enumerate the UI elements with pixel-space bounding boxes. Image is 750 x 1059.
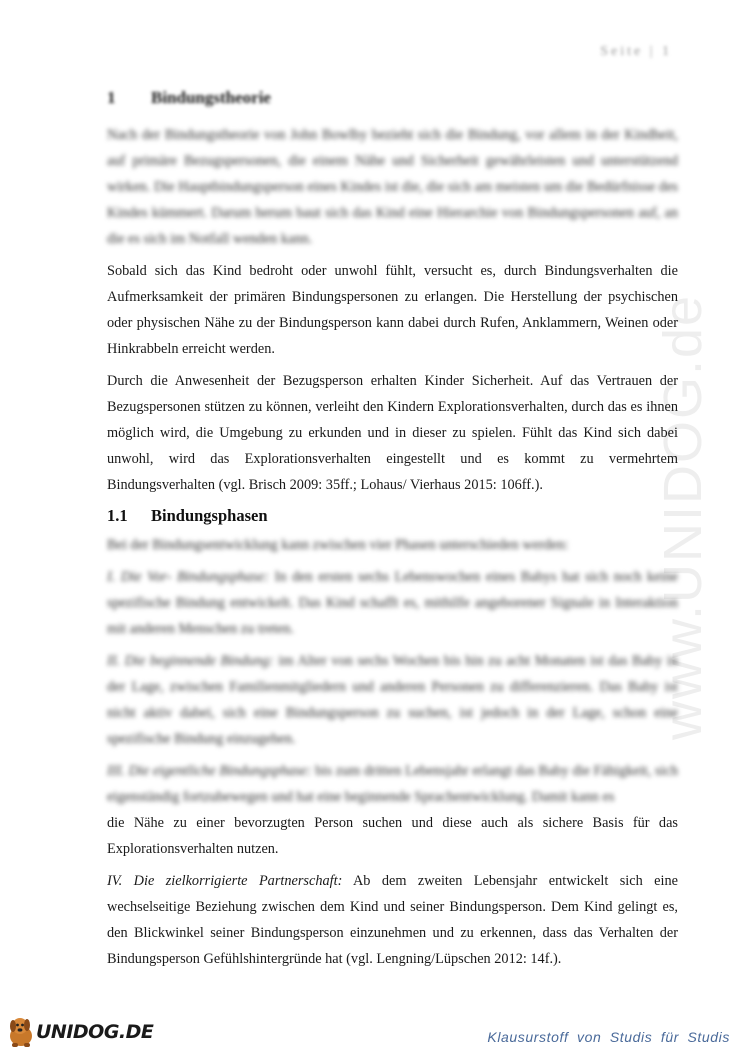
phase-text: im Alter von sechs Wochen bis hin zu acht Monaten ist das Baby in der Lage, zwischen Familienmitgliedern und anderen Personen zu differenzieren. Das Baby ist nicht aktiv dabei, sich eine Bindungsperson zu suchen, ist jedoch in der Lage, schon eine spezifische Bindung einzugehen. xyxy=(107,653,678,747)
phase-text: In den ersten sechs Lebenswochen eines Babys hat sich noch keine spezifische Bindung entwickelt. Das Kind schafft es, mithilfe angeborener Signale in Interaktion mit anderen Menschen zu treten. xyxy=(107,569,678,637)
dog-icon xyxy=(4,1014,38,1050)
paragraph: Durch die Anwesenheit der Bezugsperson erhalten Kinder Sicherheit. Auf das Vertrauen der Bezugspersonen stützen zu können, verleiht den Kindern Explorationsverhalten, durch das es ihnen möglich wird, die Umgebung zu erkunden und in dieser zu spielen. Fühlt das Kind sich dabei unwohl, wird das Explorationsverhalten eingestellt und es kommt zu vermehrtem Bindungsverhalten (vgl. Brisch 2009: 35ff.; Lohaus/ Vierhaus 2015: 106ff.). xyxy=(107,373,678,493)
subsection-number: 1.1 xyxy=(107,506,128,525)
phase-title: IV. Die zielkorrigierte Partnerschaft: xyxy=(107,873,343,889)
blurred-paragraph-phase-1 xyxy=(107,564,678,642)
blurred-paragraph-phase-2 xyxy=(107,648,678,752)
paragraph-phase-4 xyxy=(107,868,678,972)
phase-title: I. Die Vor- Bindungsphase: xyxy=(107,569,270,585)
document-body xyxy=(107,88,678,978)
paragraph-phase-3 xyxy=(107,758,678,862)
phase-text: bis zum dritten Lebensjahr erlangt das Baby die Fähigkeit, sich eigenständig fortzubewegen und hat eine beginnende Sprachentwicklung. Damit kann es xyxy=(107,763,678,805)
watermark: www.UNIDOG.de xyxy=(653,293,713,740)
page-number-header: Seite | 1 xyxy=(600,44,672,59)
phase-title: III. Die eigentliche Bindungsphase: xyxy=(107,763,312,779)
section-heading xyxy=(107,88,678,108)
unidog-logo xyxy=(4,1014,153,1050)
phase-title: II. Die beginnende Bindung: xyxy=(107,653,274,669)
footer-tagline: Klausurstoff von Studis für Studis xyxy=(487,1029,730,1045)
paragraph: Sobald sich das Kind bedroht oder unwohl fühlt, versucht es, durch Bindungsverhalten die Aufmerksamkeit der primären Bindungspersonen zu erlangen. Die Herstellung der psychischen oder physischen Nähe zu der Bindungsperson kann dabei durch Rufen, Anklammern, Weinen oder Hinkrabbeln erreicht werden. xyxy=(107,263,678,357)
blurred-part xyxy=(107,758,678,810)
subsection-title: Bindungsphasen xyxy=(151,506,268,525)
subsection-heading xyxy=(107,506,678,526)
section-number: 1 xyxy=(107,88,116,107)
section-title: Bindungstheorie xyxy=(151,88,271,107)
blurred-paragraph: Bei der Bindungsentwicklung kann zwischen vier Phasen unterschieden werden: xyxy=(107,537,569,553)
phase-text-clear: die Nähe zu einer bevorzugten Person suchen und diese auch als sichere Basis für das Explorationsverhalten nutzen. xyxy=(107,815,678,857)
phase-text: Ab dem zweiten Lebensjahr entwickelt sich eine wechselseitige Beziehung zwischen dem Kind und seiner Bindungsperson. Dem Kind gelingt es, den Blickwinkel seiner Bindungsperson einzunehmen und zu erkennen, dass das Verhalten der Bindungsperson Gefühlshintergründe hat (vgl. Lengning/Lüpschen 2012: 14f.). xyxy=(107,873,678,967)
blurred-paragraph: Nach der Bindungstheorie von John Bowlby bezieht sich die Bindung, vor allem in der Kindheit, auf primäre Bezugspersonen, die einem Nähe und Sicherheit gewährleisten und unterstützend wirken. Die Hauptbindungsperson eines Kindes ist die, die sich am meisten um die Bedürfnisse des Kindes kümmert. Darum herum baut sich das Kind eine Hierarchie von Bindungspersonen auf, an die es sich im Notfall wenden kann. xyxy=(107,127,678,247)
logo-text: UNIDOG.DE xyxy=(36,1021,154,1043)
